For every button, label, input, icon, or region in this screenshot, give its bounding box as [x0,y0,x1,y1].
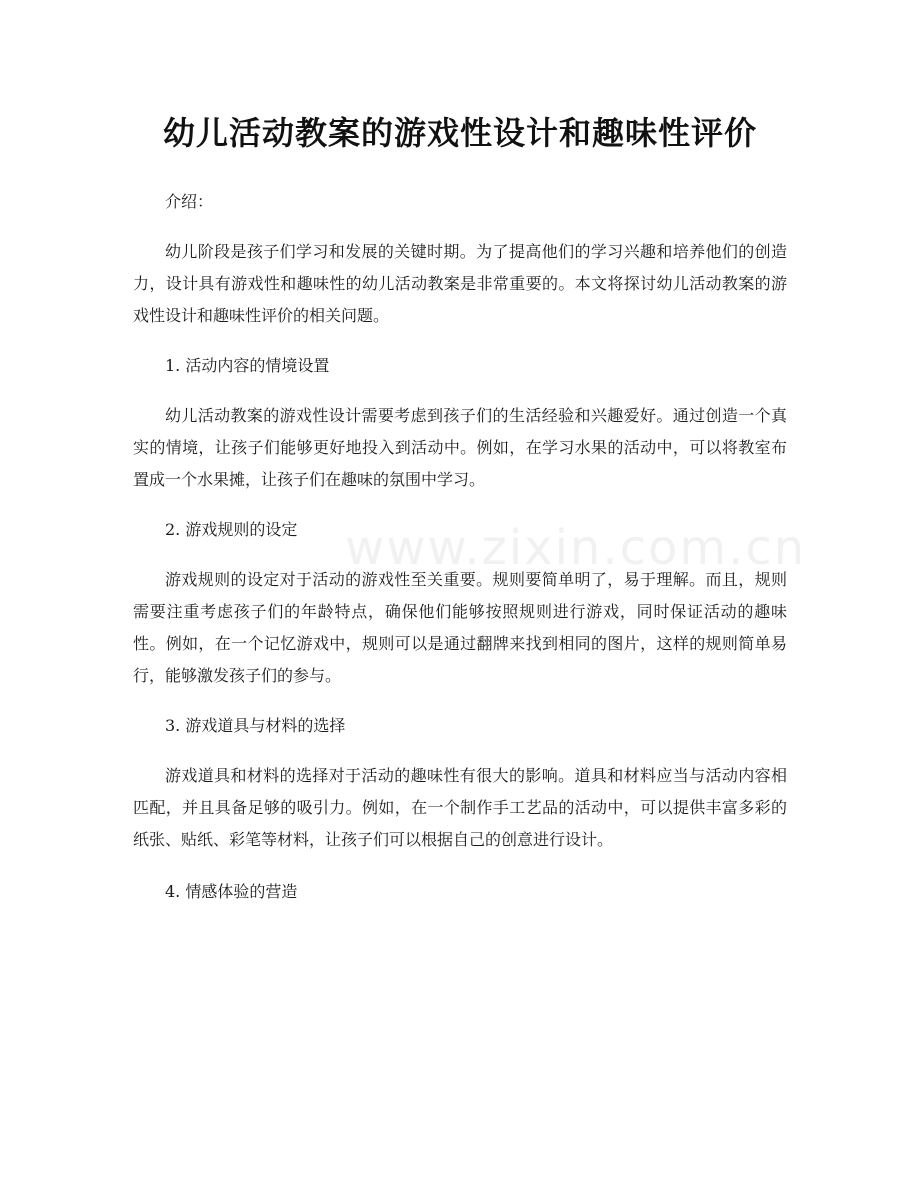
section-heading-3: 3. 游戏道具与材料的选择 [165,716,346,735]
intro-paragraph: 幼儿阶段是孩子们学习和发展的关键时期。为了提高他们的学习兴趣和培养他们的创造力，设计具有游戏性和趣味性的幼儿活动教案是非常重要的。本文将探讨幼儿活动教案的游戏性设计和趣味性评价的相关问题。 [133,242,787,325]
section-paragraph-3: 游戏道具和材料的选择对于活动的趣味性有很大的影响。道具和材料应当与活动内容相匹配，并且具备足够的吸引力。例如，在一个制作手工艺品的活动中，可以提供丰富多彩的纸张、贴纸、彩笔等材料，让孩子们可以根据自己的创意进行设计。 [133,766,787,849]
document-body [133,186,787,908]
section-paragraph-1: 幼儿活动教案的游戏性设计需要考虑到孩子们的生活经验和兴趣爱好。通过创造一个真实的情境，让孩子们能够更好地投入到活动中。例如，在学习水果的活动中，可以将教室布置成一个水果摊，让孩子们在趣味的氛围中学习。 [133,406,787,489]
section-heading-2: 2. 游戏规则的设定 [165,520,298,539]
section-paragraph-2: 游戏规则的设定对于活动的游戏性至关重要。规则要简单明了，易于理解。而且，规则需要注重考虑孩子们的年龄特点，确保他们能够按照规则进行游戏，同时保证活动的趣味性。例如，在一个记忆游戏中，规则可以是通过翻牌来找到相同的图片，这样的规则简单易行，能够激发孩子们的参与。 [133,570,787,685]
intro-label: 介绍： [165,192,214,211]
document-title: 幼儿活动教案的游戏性设计和趣味性评价 [162,114,757,152]
section-heading-4: 4. 情感体验的营造 [165,882,298,901]
section-heading-1: 1. 活动内容的情境设置 [165,356,330,375]
watermark: www.zixin.com.cn [345,520,807,576]
